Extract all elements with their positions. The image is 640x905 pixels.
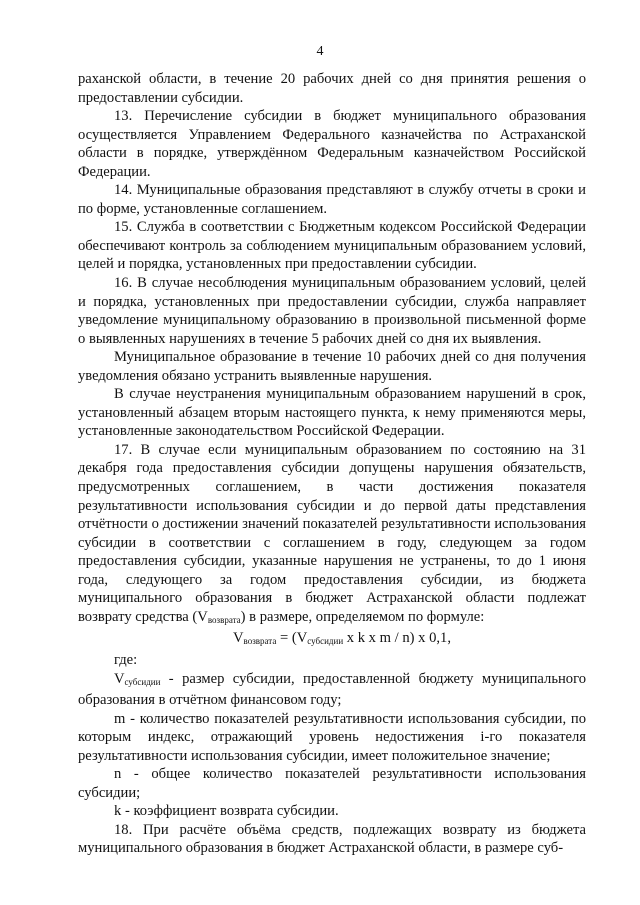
- paragraph-14: 14. Муниципальные образования представляют в службу отчеты в сроки и по форме, установленные соглашением.: [78, 182, 586, 217]
- formula-sub-return: возврата: [243, 636, 277, 647]
- formula-eq: = (V: [276, 630, 308, 647]
- formula-rest: х k х m / n) х 0,1,: [343, 630, 451, 647]
- paragraph-17-subscript: возврата: [207, 614, 241, 625]
- formula-sub-subsidy: субсидии: [307, 636, 344, 647]
- definition-m: m - количество показателей результативности использования субсидии, по которым индекс, отражающий уровень недостижения i-го показателя результативности использования субсидии, имеет положительное значение;: [78, 710, 586, 764]
- definition-k: k - коэффициент возврата субсидии.: [114, 803, 339, 820]
- return-formula: [78, 629, 586, 651]
- formula-v: V: [233, 630, 244, 647]
- page-number: 4: [316, 44, 324, 59]
- paragraph-16-measures: В случае неустранения муниципальным образованием нарушений в срок, установленный абзацем вторым настоящего пункта, к нему применяются меры, установленные законодательством Российской Федерации.: [78, 386, 586, 440]
- paragraph-15: 15. Служба в соответствии с Бюджетным кодексом Российской Федерации обеспечивают контроль за соблюдением муниципальным образованием условий, целей и порядка, установленных при предоставлении субсидии.: [78, 219, 586, 273]
- definition-v: V: [114, 670, 125, 687]
- paragraph-18: 18. При расчёте объёма средств, подлежащих возврату из бюджета муниципального образования в бюджет Астраханской области, в размере суб-: [78, 821, 586, 857]
- definition-v-subsidy: [78, 670, 586, 710]
- definition-n: n - общее количество показателей результативности использования субсидии;: [78, 766, 586, 801]
- definition-v-subscript: субсидии: [124, 676, 161, 687]
- paragraph-16-notice: Муниципальное образование в течение 10 рабочих дней со дня получения уведомления обязано устранить выявленные нарушения.: [78, 349, 586, 384]
- paragraph-17-text: 17. В случае если муниципальным образованием по состоянию на 31 декабря года предоставления субсидии допущены нарушения обязательств, предусмотренных соглашением, в части достижения показателя результативности использования субсидии и до первой даты представления отчётности о достижении значений показателей результативности использования субсидии в соответствии с соглашением в году, следующем за годом предоставления субсидии, указанные нарушения не устранены, то до 1 июня года, следующего за годом предоставления субсидии, из бюджета муниципального образования в бюджет Астраханской области подлежат возврату средства (V: [78, 441, 586, 625]
- paragraph-13: 13. Перечисление субсидии в бюджет муниципального образования осуществляется Управлением Федерального казначейства по Астраханской области в порядке, утверждённом Федеральным казначейством Российской Федерации.: [78, 108, 586, 180]
- where-label: где:: [114, 651, 138, 668]
- definition-v-text: - размер субсидии, предоставленной бюджету муниципального образования в отчётном финансовом году;: [78, 670, 586, 709]
- paragraph-16: 16. В случае несоблюдения муниципальным образованием условий, целей и порядка, установленных при предоставлении субсидии, служба направляет уведомление муниципальному образованию в произвольной письменной форме о выявленных нарушениях в течение 5 рабочих дней со дня их выявления.: [78, 275, 586, 347]
- paragraph-continuation: раханской области, в течение 20 рабочих дней со дня принятия решения о предоставлении субсидии.: [78, 71, 586, 106]
- paragraph-17: [78, 441, 586, 629]
- document-body: [78, 70, 586, 858]
- paragraph-17-tail: ) в размере, определяемом по формуле:: [240, 608, 485, 625]
